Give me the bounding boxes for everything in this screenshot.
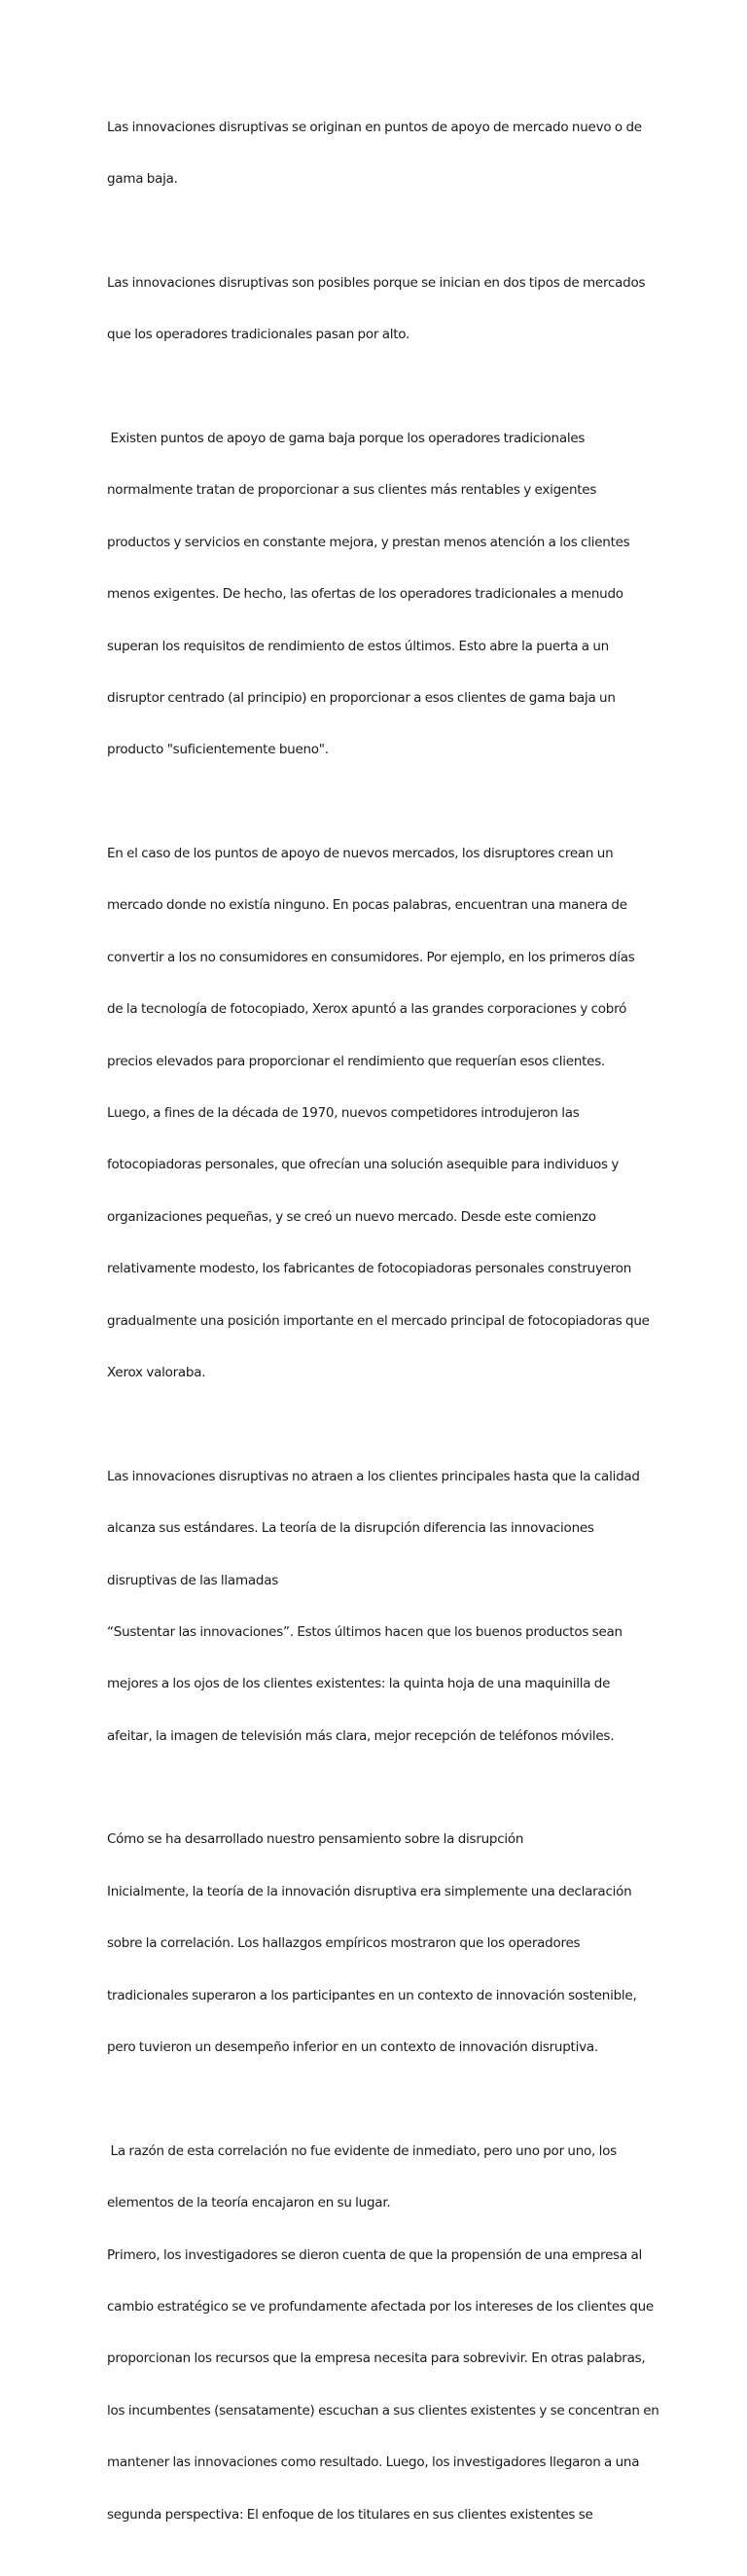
- text-line: cambio estratégico se ve profundamente afectada por los intereses de los clientes que: [107, 2299, 654, 2315]
- text-line: relativamente modesto, los fabricantes de fotocopiadoras personales construyeron: [107, 1261, 632, 1277]
- text-line: Primero, los investigadores se dieron cuenta de que la propensión de una empresa al: [107, 2246, 643, 2263]
- paragraph-3: [107, 396, 638, 793]
- text-line: Inicialmente, la teoría de la innovación disruptiva era simplemente una declaración: [107, 1883, 632, 1899]
- text-line: mejores a los ojos de los clientes existentes: la quinta hoja de una maquinilla de: [107, 1676, 611, 1692]
- text-line: de la tecnología de fotocopiado, Xerox apuntó a las grandes corporaciones y cobró: [107, 1001, 627, 1018]
- text-line: mantener las innovaciones como resultado. Luego, los investigadores llegaron a una: [107, 2454, 640, 2471]
- text-line: productos y servicios en constante mejora, y prestan menos atención a los clientes: [107, 534, 630, 550]
- text-line: proporcionan los recursos que la empresa necesita para sobrevivir. En otras palabras,: [107, 2350, 646, 2367]
- paragraph-7: [107, 2108, 659, 2559]
- text-line: En el caso de los puntos de apoyo de nuevos mercados, los disruptores crean un: [107, 846, 614, 862]
- text-line: La razón de esta correlación no fue evidente de inmediato, pero uno por uno, los: [107, 2142, 617, 2159]
- text-line: menos exigentes. De hecho, las ofertas de los operadores tradicionales a menudo: [107, 586, 623, 603]
- text-line: pero tuvieron un desempeño inferior en un contexto de innovación disruptiva.: [107, 2039, 598, 2056]
- text-line: gradualmente una posición importante en el mercado principal de fotocopiadoras que: [107, 1312, 650, 1329]
- text-line: organizaciones pequeñas, y se creó un nuevo mercado. Desde este comienzo: [107, 1208, 596, 1225]
- paragraph-6: [107, 1797, 638, 2092]
- text-line: mercado donde no existía ninguno. En pocas palabras, encuentran una manera de: [107, 897, 627, 914]
- text-line: Las innovaciones disruptivas se originan en puntos de apoyo de mercado nuevo o de: [107, 119, 642, 135]
- paragraph-4: [107, 811, 650, 1416]
- text-line: alcanza sus estándares. La teoría de la disrupción diferencia las innovaciones: [107, 1520, 594, 1537]
- text-line: segunda perspectiva: El enfoque de los titulares en sus clientes existentes se: [107, 2506, 593, 2523]
- text-line: Xerox valoraba.: [107, 1364, 206, 1380]
- text-line: Existen puntos de apoyo de gama baja porque los operadores tradicionales: [107, 430, 586, 446]
- text-line: producto "suficientemente bueno".: [107, 742, 329, 758]
- text-line: Luego, a fines de la década de 1970, nuevos competidores introdujeron las: [107, 1105, 580, 1122]
- text-line: gama baja.: [107, 170, 178, 187]
- text-line: Las innovaciones disruptivas no atraen a los clientes principales hasta que la calidad: [107, 1468, 640, 1484]
- paragraph-2: [107, 240, 646, 378]
- text-line: Cómo se ha desarrollado nuestro pensamiento sobre la disrupción: [107, 1831, 524, 1848]
- text-line: afeitar, la imagen de televisión más clara, mejor recepción de teléfonos móviles.: [107, 1727, 615, 1744]
- document-page: [107, 85, 659, 2576]
- text-line: disruptor centrado (al principio) en proporcionar a esos clientes de gama baja un: [107, 689, 616, 706]
- text-line: tradicionales superaron a los participantes en un contexto de innovación sostenible,: [107, 1987, 637, 2003]
- text-line: disruptivas de las llamadas: [107, 1572, 278, 1588]
- paragraph-5: [107, 1434, 638, 1780]
- text-line: “Sustentar las innovaciones”. Estos últimos hacen que los buenos productos sean: [107, 1623, 622, 1640]
- paragraph-1: [107, 85, 642, 223]
- text-line: fotocopiadoras personales, que ofrecían una solución asequible para individuos y: [107, 1157, 620, 1173]
- text-line: que los operadores tradicionales pasan por alto.: [107, 327, 410, 343]
- text-line: convertir a los no consumidores en consumidores. Por ejemplo, en los primeros días: [107, 949, 635, 965]
- text-line: normalmente tratan de proporcionar a sus clientes más rentables y exigentes: [107, 482, 597, 499]
- text-line: elementos de la teoría encajaron en su lugar.: [107, 2195, 391, 2211]
- text-line: los incumbentes (sensatamente) escuchan a sus clientes existentes y se concentran en: [107, 2402, 659, 2419]
- text-line: precios elevados para proporcionar el rendimiento que requerían esos clientes.: [107, 1053, 606, 1069]
- text-line: Las innovaciones disruptivas son posibles porque se inician en dos tipos de mercados: [107, 274, 646, 291]
- text-line: sobre la correlación. Los hallazgos empíricos mostraron que los operadores: [107, 1935, 581, 1952]
- text-line: superan los requisitos de rendimiento de estos últimos. Esto abre la puerta a un: [107, 638, 609, 654]
